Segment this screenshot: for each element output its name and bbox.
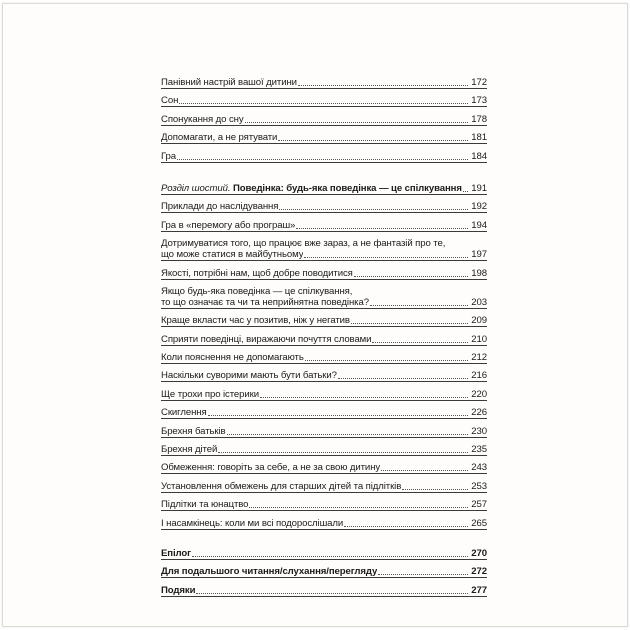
toc-entry: [161, 462, 487, 474]
toc-entry: [161, 238, 487, 261]
toc-entry-title: Установлення обмежень для старших дітей та підлітків: [161, 480, 402, 492]
leader-dots: [196, 584, 468, 594]
leader-dots: [208, 406, 468, 416]
toc-entry-page: 277: [471, 584, 487, 596]
leader-dots: [354, 267, 468, 277]
leader-dots: [298, 76, 468, 86]
toc-entry-page: 272: [471, 566, 487, 578]
leader-dots: [381, 461, 468, 471]
toc-entry-title: Краще вкласти час у позитив, ніж у негатив: [161, 315, 350, 327]
toc-entry: [161, 444, 487, 456]
toc-entry: [161, 268, 487, 280]
toc-chapter-heading: [161, 183, 487, 195]
toc-entry-title: Обмеження: говоріть за себе, а не за свою дитину: [161, 462, 381, 474]
toc-entry-title: Брехня батьків: [161, 425, 226, 437]
toc-entry-title: Подяки: [161, 584, 196, 596]
leader-dots: [372, 333, 468, 343]
toc-entry-page: 203: [471, 296, 487, 308]
toc-entry-title: Приклади до наслідування: [161, 201, 279, 213]
leader-dots: [304, 248, 468, 258]
toc-entry-page: 257: [471, 499, 487, 511]
leader-dots: [192, 547, 468, 557]
leader-dots: [305, 351, 468, 361]
leader-dots: [245, 113, 468, 123]
toc-entry-page: 198: [471, 267, 487, 279]
toc-entry-title: Гра в «перемогу або програш»: [161, 219, 296, 231]
leader-dots: [278, 131, 468, 141]
toc-entry-page: 178: [471, 113, 487, 125]
toc-entry-title: Скиглення: [161, 407, 207, 419]
toc-entry-title: Якості, потрібні нам, щоб добре поводитися: [161, 267, 353, 279]
toc-entry-title: Спонукання до сну: [161, 113, 244, 125]
toc-entry-page: 194: [471, 219, 487, 231]
table-of-contents: [161, 77, 487, 603]
toc-entry-title-line2: що може статися в майбутньому: [161, 249, 304, 261]
toc-entry: [161, 114, 487, 126]
leader-dots: [218, 443, 468, 453]
leader-dots: [344, 517, 468, 527]
toc-entry-title: І насамкінець: коли ми всі подорослішали: [161, 517, 344, 529]
leader-dots: [463, 182, 468, 192]
toc-entry: [161, 77, 487, 89]
leader-dots: [296, 219, 468, 229]
toc-entry: [161, 201, 487, 213]
toc-entry-page: 265: [471, 517, 487, 529]
toc-entry-page: 197: [471, 249, 487, 261]
leader-dots: [351, 314, 468, 324]
toc-entry-page: 243: [471, 462, 487, 474]
toc-entry: [161, 389, 487, 401]
toc-entry-title: Підлітки та юнацтво: [161, 499, 249, 511]
toc-entry-title: Гра: [161, 150, 177, 162]
toc-entry-title: Для подальшого читання/слухання/перегляду: [161, 566, 378, 578]
toc-entry-page: 230: [471, 425, 487, 437]
toc-entry-title-line1: Якщо будь-яка поведінка — це спілкування,: [161, 285, 353, 297]
chapter-number: Розділ шостий.: [161, 182, 231, 194]
toc-entry-page: 216: [471, 370, 487, 382]
leader-dots: [177, 150, 468, 160]
toc-entry: [161, 481, 487, 493]
toc-entry-page: 192: [471, 201, 487, 213]
toc-entry-page: 226: [471, 407, 487, 419]
leader-dots: [249, 498, 468, 508]
toc-entry-title: Сприяти поведінці, виражаючи почуття словами: [161, 333, 372, 345]
toc-entry: [161, 286, 487, 309]
toc-entry-page: 210: [471, 333, 487, 345]
toc-entry-page: 184: [471, 150, 487, 162]
toc-entry-page: 191: [471, 182, 487, 194]
toc-entry-title: Брехня дітей: [161, 444, 218, 456]
toc-entry-page: 172: [471, 77, 487, 88]
toc-entry-page: 209: [471, 315, 487, 327]
toc-entry-further-reading: [161, 566, 487, 578]
leader-dots: [227, 425, 468, 435]
toc-entry: [161, 370, 487, 382]
toc-entry: [161, 352, 487, 364]
toc-entry-page: 212: [471, 352, 487, 364]
toc-entry: [161, 220, 487, 232]
chapter-title: Поведінка: будь-яка поведінка — це спілкування: [232, 182, 462, 194]
leader-dots: [179, 94, 468, 104]
toc-entry-title: Допомагати, а не рятувати: [161, 132, 278, 144]
toc-entry-page: 235: [471, 444, 487, 456]
toc-entry: [161, 151, 487, 163]
leader-dots: [370, 296, 468, 306]
toc-entry-page: 253: [471, 480, 487, 492]
toc-entry: [161, 407, 487, 419]
toc-entry-title-line1: Дотримуватися того, що працює вже зараз, а не фантазій про те,: [161, 238, 446, 250]
toc-entry-title: Епілог: [161, 547, 192, 559]
toc-entry: [161, 95, 487, 107]
toc-entry-title: Наскільки суворими мають бути батьки?: [161, 370, 337, 382]
toc-entry-title: Сон: [161, 95, 179, 107]
book-page: [2, 3, 628, 627]
toc-entry-epilogue: [161, 548, 487, 560]
leader-dots: [378, 565, 468, 575]
toc-entry-acknowledgements: [161, 585, 487, 597]
toc-entry-title: Ще трохи про істерики: [161, 388, 260, 400]
toc-entry: [161, 315, 487, 327]
toc-entry: [161, 426, 487, 438]
leader-dots: [338, 369, 468, 379]
toc-entry-title-line2: то що означає та чи та неприйнятна поведінка?: [161, 296, 369, 308]
toc-entry: [161, 334, 487, 346]
leader-dots: [402, 480, 468, 490]
toc-entry-page: 173: [471, 95, 487, 107]
toc-entry-page: 181: [471, 132, 487, 144]
toc-entry-page: 270: [471, 547, 487, 559]
toc-entry: [161, 499, 487, 511]
toc-entry-page: 220: [471, 388, 487, 400]
toc-entry-title: Коли пояснення не допомагають: [161, 352, 304, 364]
toc-entry: [161, 518, 487, 530]
leader-dots: [260, 388, 468, 398]
toc-entry-title: Панівний настрій вашої дитини: [161, 77, 297, 88]
toc-entry: [161, 132, 487, 144]
leader-dots: [279, 200, 468, 210]
